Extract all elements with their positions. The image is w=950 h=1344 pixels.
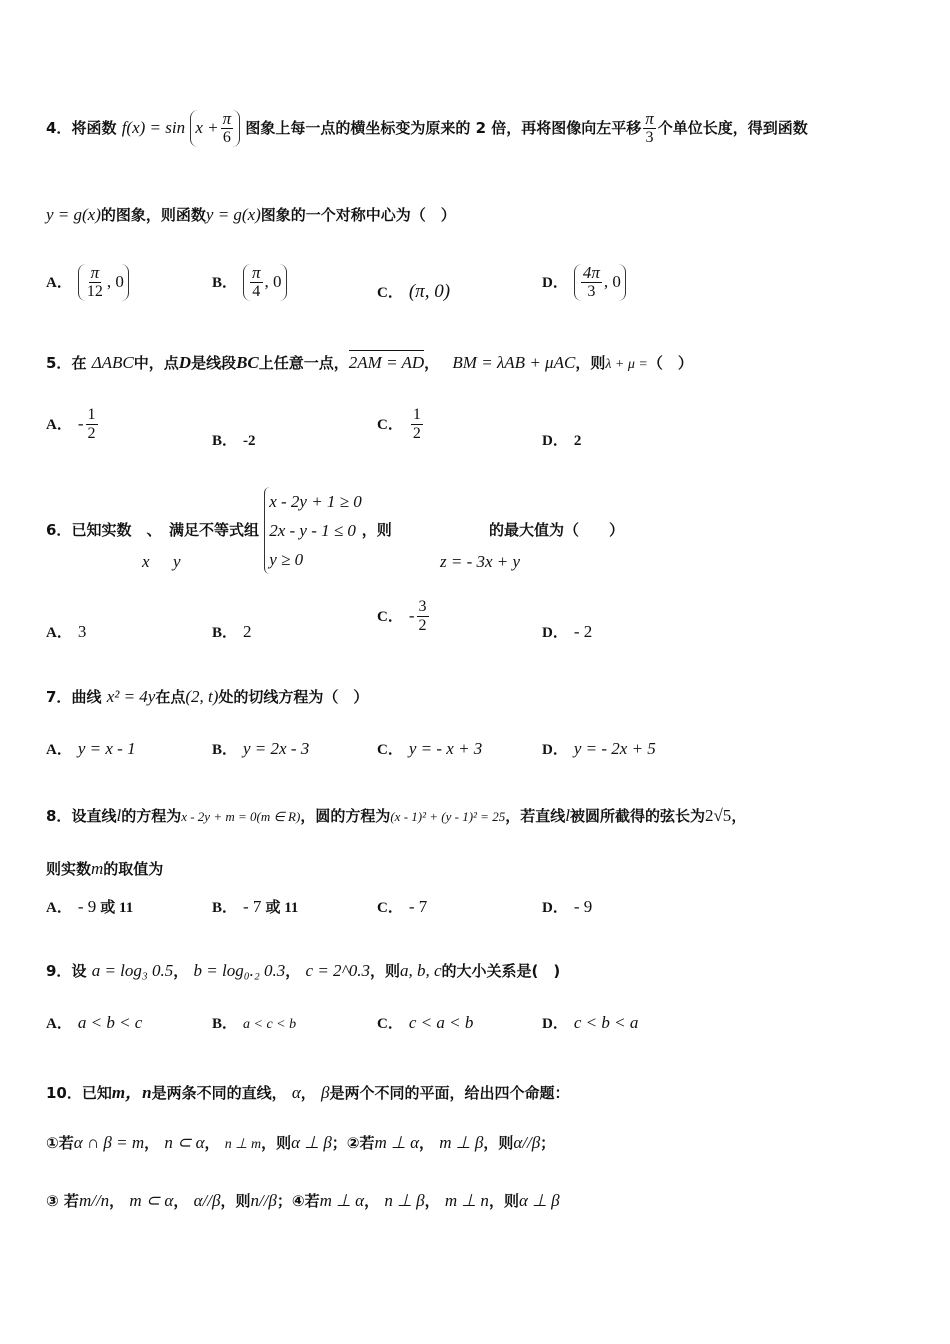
option-b[interactable]: B． 2 (212, 622, 252, 641)
option-c[interactable]: C． $\frac{1}{2}$ (377, 406, 421, 442)
option-b[interactable]: B． -2 (212, 433, 256, 449)
option-d[interactable]: D． - 9 (542, 897, 593, 916)
option-b[interactable]: B． y = 2x - 3 (212, 739, 310, 758)
vector-equation: BM = λAB + μAC (452, 353, 576, 372)
definition-b: b = log₀.₂ 0.3 (193, 961, 286, 980)
option-b[interactable]: B． - 7 或 11 (212, 897, 299, 916)
inequality-system: x - 2y + 1 ≥ 0 2x - y - 1 ≤ 0 y ≥ 0 (264, 487, 362, 574)
option-d[interactable]: D． c < b < a (542, 1013, 639, 1032)
chord-length: 2√5 (704, 806, 732, 825)
option-b[interactable]: B． $\frac{\pi}{4}$ , 0 (212, 264, 287, 301)
option-d[interactable]: D． $\frac{4\pi}{3}$ , 0 (542, 264, 626, 301)
variable-x: x (142, 552, 150, 571)
definition-a: a = log₃ 0.5 (91, 961, 174, 980)
option-d[interactable]: D． 2 (542, 433, 582, 449)
question-number: 6． (46, 521, 72, 539)
question-10-line-1: 10．已知m，n是两条不同的直线， α， β是两个不同的平面，给出四个命题： (46, 1083, 570, 1102)
point-coordinates: (2, t) (185, 687, 219, 706)
option-d[interactable]: D． - 2 (542, 622, 593, 641)
proposition-1: ①若 (46, 1134, 74, 1152)
question-number: 10． (46, 1084, 82, 1102)
question-9-line-1: 9．设 a = log₃ 0.5， b = log₀.₂ 0.3， c = 2^0.3，则a, b, c的大小关系是( ) (46, 961, 561, 980)
option-a[interactable]: A． - $\frac{1}{2}$ (46, 406, 96, 442)
math-expression: y = g(x) (46, 205, 101, 224)
question-text: 的图象，则函数 (100, 206, 206, 224)
option-c[interactable]: C． (π, 0) (377, 281, 451, 302)
function-expression: f(x) = sin (121, 118, 186, 137)
function-argument: x + $\frac{\pi}{6}$ (190, 110, 240, 147)
option-b[interactable]: B． a < c < b (212, 1016, 297, 1032)
question-number: 4． (46, 119, 72, 137)
variable-y: y (173, 552, 181, 571)
question-6-line-1: 6．已知实数 、 满足不等式组 x - 2y + 1 ≥ 0 2x - y - 1 ≤ 0 y ≥ 0 ，则 的最大值为（ ） (46, 487, 624, 574)
objective-function: z = - 3x + y (440, 552, 521, 571)
option-c[interactable]: C． - 7 (377, 897, 428, 916)
proposition-4: ；④若 (276, 1192, 320, 1210)
option-a[interactable]: A． a < b < c (46, 1013, 143, 1032)
option-a[interactable]: A． - 9 或 11 (46, 897, 134, 916)
definition-c: c = 2^0.3 (305, 961, 370, 980)
option-a[interactable]: A． 3 (46, 622, 87, 641)
question-8-line-2: 则实数m的取值为 (46, 859, 164, 878)
question-text: 图象的一个对称中心为（ ） (260, 206, 456, 224)
question-number: 5． (46, 354, 72, 372)
question-number: 7． (46, 688, 72, 706)
curve-equation: x² = 4y (106, 687, 156, 706)
question-4-line-2 (46, 204, 456, 225)
proposition-2: ；②若 (331, 1134, 375, 1152)
question-5-line-1: 5．在 ΔABC中，点D是线段BC上任意一点，2AM = AD， BM = λAB + μAC，则λ + μ =（ ） (46, 353, 693, 372)
line-equation: x - 2y + m = 0(m ∈ R) (181, 809, 301, 824)
fraction: $\frac{\pi}{3}$ (645, 109, 654, 146)
option-d[interactable]: D． y = - 2x + 5 (542, 739, 656, 758)
fraction: $\frac{\pi}{6}$ (222, 109, 232, 146)
question-8-line-1: 8．设直线l的方程为x - 2y + m = 0(m ∈ R)，圆的方程为(x - 1)² + (y - 1)² = 25，若直线l被圆所截得的弦长为2√5， (46, 806, 747, 825)
question-10-proposition-1-2: ①若α ∩ β = m， n ⊂ α， n ⊥ m，则α ⊥ β；②若m ⊥ α， m ⊥ β，则α//β； (46, 1133, 556, 1152)
question-text: 图象上每一点的横坐标变为原来的 2 倍，再将图像向左平移 (245, 119, 642, 137)
math-expression: y = g(x) (205, 205, 261, 224)
circle-equation: (x - 1)² + (y - 1)² = 25 (390, 809, 506, 824)
proposition-3: ③ 若 (46, 1192, 79, 1210)
option-c[interactable]: C． y = - x + 3 (377, 739, 483, 758)
question-4-line-1 (46, 110, 808, 147)
option-a[interactable]: A． y = x - 1 (46, 739, 136, 758)
option-a[interactable]: A． $\frac{\pi}{12}$ , 0 (46, 264, 129, 301)
vector-equation: 2AM = AD (348, 353, 425, 372)
question-text: 个单位长度，得到函数 (657, 119, 808, 137)
triangle-label: ΔABC (91, 353, 134, 372)
question-text: 将函数 (71, 119, 117, 137)
option-c[interactable]: C． - $\frac{3}{2}$ (377, 598, 427, 634)
question-number: 9． (46, 962, 72, 980)
option-c[interactable]: C． c < a < b (377, 1013, 474, 1032)
question-10-proposition-3-4: ③ 若m//n， m ⊂ α， α//β，则n//β；④若m ⊥ α， n ⊥ β， m ⊥ n，则α ⊥ β (46, 1191, 560, 1210)
question-7-line-1: 7．曲线 x² = 4y在点(2, t)处的切线方程为（ ） (46, 687, 369, 706)
question-number: 8． (46, 807, 72, 825)
